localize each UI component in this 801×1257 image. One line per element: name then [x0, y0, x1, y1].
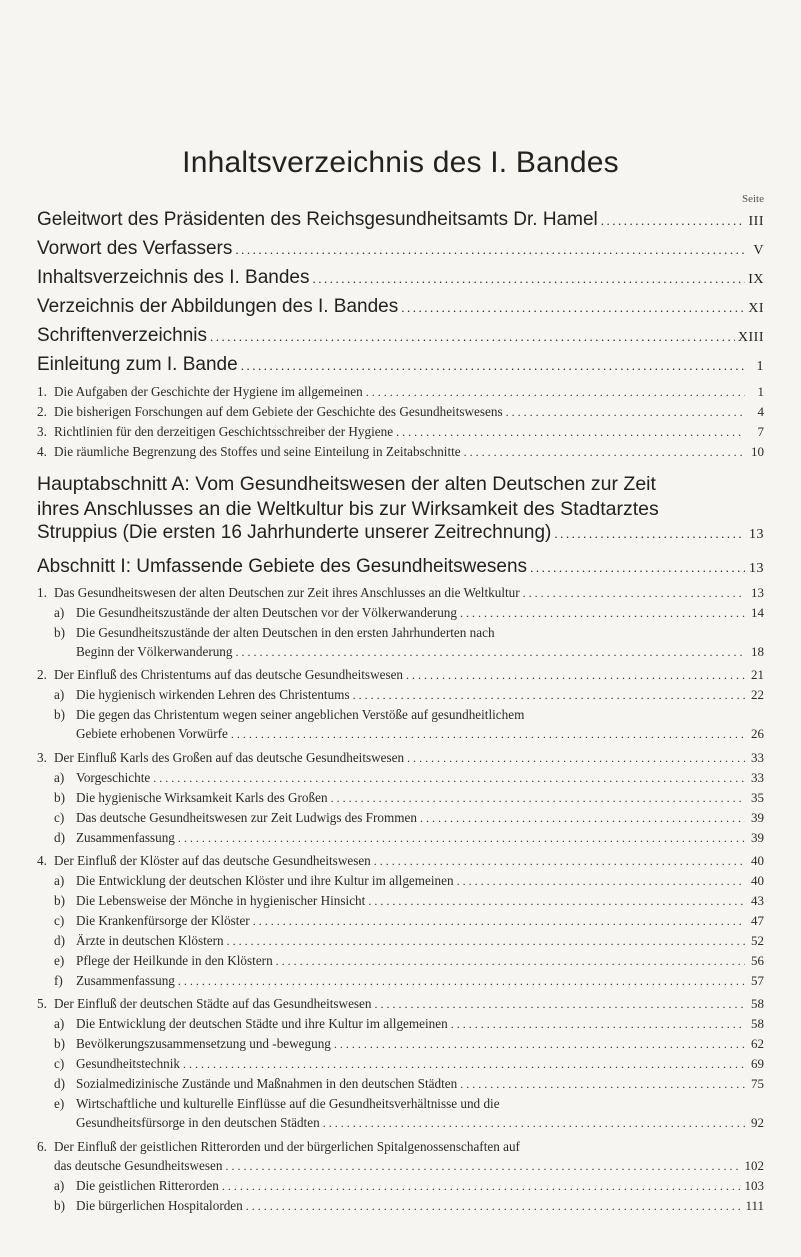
toc-entry-abschnitt-1[interactable]: [37, 556, 764, 582]
toc-subsection-first-line[interactable]: b) Die Gesundheitszustände der alten Deutschen in den ersten Jahrhunderten nach: [54, 625, 495, 640]
toc-page-number: 18: [751, 644, 764, 659]
toc-page-number: 26: [751, 726, 764, 741]
toc-subsection[interactable]: c) Gesundheitstechnik ..... 69: [54, 1056, 764, 1074]
toc-page-number: 57: [751, 973, 764, 988]
toc-subsection-continuation[interactable]: Gebiete erhobenen Vorwürfe ..... 26: [76, 726, 764, 744]
toc-section-4[interactable]: 4. Der Einfluß der Klöster auf das deutsche Gesundheitswesen ..... 40: [37, 853, 764, 871]
toc-intro-item[interactable]: 3. Richtlinien für den derzeitigen Geschichtsschreiber der Hygiene ..... 7: [37, 424, 764, 442]
toc-entry-text: Schriftenverzeichnis: [37, 325, 208, 346]
toc-entry-text: Vorwort des Verfassers: [37, 238, 233, 259]
toc-page-number: 22: [751, 687, 764, 702]
toc-section-6-first-line[interactable]: 6. Der Einfluß der geistlichen Ritterorden und der bürgerlichen Spitalgenossenschaften auf: [37, 1139, 520, 1154]
toc-page-number: 13: [749, 527, 764, 542]
toc-subsection[interactable]: d) Zusammenfassung ..... 39: [54, 830, 764, 848]
toc-subsection-first-line[interactable]: e) Wirtschaftliche und kulturelle Einflüsse auf die Gesundheitsverhältnisse und die: [54, 1096, 500, 1111]
toc-subsection[interactable]: d) Ärzte in deutschen Klöstern ..... 52: [54, 933, 764, 951]
hauptabschnitt-line-2: ihres Anschlusses an die Weltkultur bis zur Wirksamkeit des Stadtarztes: [37, 498, 659, 520]
toc-page-number: 39: [751, 830, 764, 845]
toc-subsection[interactable]: a) Die hygienisch wirkenden Lehren des Christentums ..... 22: [54, 687, 764, 705]
toc-page-number: 21: [751, 667, 764, 682]
hauptabschnitt-line-1: Hauptabschnitt A: Vom Gesundheitswesen der alten Deutschen zur Zeit: [37, 473, 656, 495]
toc-section-1[interactable]: 1. Das Gesundheitswesen der alten Deutschen zur Zeit ihres Anschlusses an die Weltkultur ..... 13: [37, 585, 764, 603]
toc-subsection[interactable]: d) Sozialmedizinische Zustände und Maßnahmen in den deutschen Städten ..... 75: [54, 1076, 764, 1094]
toc-page-number: 10: [751, 444, 764, 459]
toc-page-number: 56: [751, 953, 764, 968]
toc-page-number: 13: [751, 585, 764, 600]
toc-page-number: 1: [757, 384, 764, 399]
toc-subsection[interactable]: b) Bevölkerungszusammensetzung und -bewegung ..... 62: [54, 1036, 764, 1054]
toc-page-number: 35: [751, 790, 764, 805]
toc-subsection[interactable]: c) Das deutsche Gesundheitswesen zur Zeit Ludwigs des Frommen ..... 39: [54, 810, 764, 828]
toc-subsection-continuation[interactable]: Beginn der Völkerwanderung ..... 18: [76, 644, 764, 662]
toc-page-number: 1: [756, 359, 764, 374]
toc-page-number: 40: [751, 853, 764, 868]
toc-page-number: 92: [751, 1115, 764, 1130]
toc-page-number: 40: [751, 873, 764, 888]
toc-subsection[interactable]: a) Die Gesundheitszustände der alten Deutschen vor der Völkerwanderung ..... 14: [54, 605, 764, 623]
toc-page-number: 43: [751, 893, 764, 908]
toc-page-number: 39: [751, 810, 764, 825]
toc-subsection[interactable]: a) Die Entwicklung der deutschen Klöster und ihre Kultur im allgemeinen ..... 40: [54, 873, 764, 891]
toc-page-number: 33: [751, 750, 764, 765]
toc-section-3[interactable]: 3. Der Einfluß Karls des Großen auf das deutsche Gesundheitswesen ..... 33: [37, 750, 764, 768]
toc-page-number: XI: [748, 301, 764, 316]
toc-section-5[interactable]: 5. Der Einfluß der deutschen Städte auf das Gesundheitswesen ..... 58: [37, 996, 764, 1014]
toc-section-6-continuation[interactable]: das deutsche Gesundheitswesen ..... 102: [54, 1158, 764, 1176]
toc-subsection[interactable]: a) Die geistlichen Ritterorden ..... 103: [54, 1178, 764, 1196]
page-column-label: Seite: [742, 193, 764, 205]
toc-subsection[interactable]: f) Zusammenfassung ..... 57: [54, 973, 764, 991]
toc-page-number: 13: [749, 561, 764, 576]
toc-subsection-first-line[interactable]: b) Die gegen das Christentum wegen seiner angeblichen Verstöße auf gesundheitlichem: [54, 707, 525, 722]
toc-page-number: 111: [745, 1198, 764, 1213]
toc-entry-text: Geleitwort des Präsidenten des Reichsgesundheitsamts Dr. Hamel: [37, 209, 598, 230]
toc-entry-abbildungen[interactable]: [37, 296, 764, 322]
toc-page-number: 14: [751, 605, 764, 620]
toc-subsection[interactable]: e) Pflege der Heilkunde in den Klöstern ..... 56: [54, 953, 764, 971]
toc-entry-geleitwort[interactable]: [37, 209, 764, 235]
page-title: Inhaltsverzeichnis des I. Bandes: [182, 146, 619, 179]
toc-section-2[interactable]: 2. Der Einfluß des Christentums auf das deutsche Gesundheitswesen ..... 21: [37, 667, 764, 685]
toc-page-number: 47: [751, 913, 764, 928]
toc-subsection[interactable]: b) Die hygienische Wirksamkeit Karls des Großen ..... 35: [54, 790, 764, 808]
toc-entry-vorwort[interactable]: [37, 238, 764, 264]
toc-page-number: III: [748, 214, 764, 229]
toc-page-number: 62: [751, 1036, 764, 1051]
toc-entry-inhaltsverzeichnis[interactable]: [37, 267, 764, 293]
toc-page-number: 52: [751, 933, 764, 948]
toc-intro-item[interactable]: 4. Die räumliche Begrenzung des Stoffes und seine Einteilung in Zeitabschnitte ..... 10: [37, 444, 764, 462]
toc-subsection[interactable]: b) Die bürgerlichen Hospitalorden ..... 111: [54, 1198, 764, 1216]
toc-subsection[interactable]: c) Die Krankenfürsorge der Klöster ..... 47: [54, 913, 764, 931]
toc-entry-text: Inhaltsverzeichnis des I. Bandes: [37, 267, 310, 288]
toc-subsection-continuation[interactable]: Gesundheitsfürsorge in den deutschen Städten ..... 92: [76, 1115, 764, 1133]
toc-subsection[interactable]: b) Die Lebensweise der Mönche in hygienischer Hinsicht ..... 43: [54, 893, 764, 911]
toc-entry-hauptabschnitt-a[interactable]: [37, 522, 764, 548]
toc-page-number: 7: [757, 424, 764, 439]
toc-page-number: 33: [751, 770, 764, 785]
toc-page-number: V: [753, 243, 764, 258]
toc-page-number: 69: [751, 1056, 764, 1071]
toc-entry-text: Einleitung zum I. Bande: [37, 354, 238, 375]
toc-intro-item[interactable]: 1. Die Aufgaben der Geschichte der Hygiene im allgemeinen ..... 1: [37, 384, 764, 402]
toc-page-number: 4: [757, 404, 764, 419]
toc-subsection[interactable]: a) Vorgeschichte ..... 33: [54, 770, 764, 788]
toc-intro-item[interactable]: 2. Die bisherigen Forschungen auf dem Gebiete der Geschichte des Gesundheitswesens ..... 4: [37, 404, 764, 422]
toc-page-number: XIII: [737, 330, 764, 345]
toc-page-number: 75: [751, 1076, 764, 1091]
toc-page-number: 58: [751, 996, 764, 1011]
toc-entry-text: Abschnitt I: Umfassende Gebiete des Gesundheitswesens: [37, 556, 528, 577]
toc-subsection[interactable]: a) Die Entwicklung der deutschen Städte und ihre Kultur im allgemeinen ..... 58: [54, 1016, 764, 1034]
toc-page-number: 103: [744, 1178, 764, 1193]
toc-page-number: IX: [748, 272, 764, 287]
toc-entry-einleitung[interactable]: [37, 354, 764, 380]
toc-page-number: 102: [744, 1158, 764, 1173]
toc-entry-text: Verzeichnis der Abbildungen des I. Bandes: [37, 296, 399, 317]
toc-entry-text: Struppius (Die ersten 16 Jahrhunderte unserer Zeitrechnung): [37, 522, 552, 543]
toc-entry-schriften[interactable]: [37, 325, 764, 351]
toc-page-number: 58: [751, 1016, 764, 1031]
